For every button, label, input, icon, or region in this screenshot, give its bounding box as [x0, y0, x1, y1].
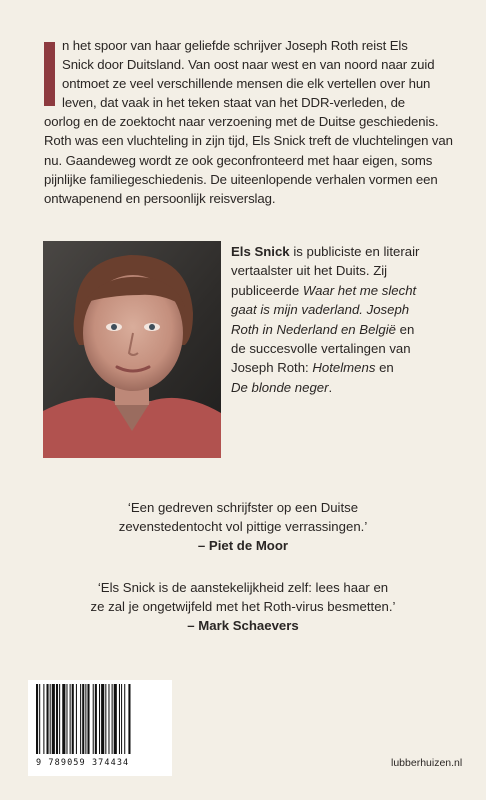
bio-text: .	[328, 379, 333, 395]
blurb-line: Snick door Duitsland. Van oost naar west en van noord naar zuid	[62, 57, 435, 73]
bio-line	[231, 358, 471, 377]
blurb-line: leven, dat vaak in het teken staat van het DDR-verleden, de	[62, 95, 406, 111]
quote-line: ‘Een gedreven schrijfster op een Duitse	[127, 500, 359, 515]
bio-line	[231, 320, 471, 339]
book-title: Roth in Nederland en België	[231, 321, 396, 337]
barcode-icon	[28, 680, 172, 760]
author-portrait-icon	[43, 241, 221, 458]
bio-text: en	[395, 321, 415, 337]
book-title: gaat is mijn vaderland. Joseph	[231, 302, 410, 318]
blurb-line: ontwapenend en persoonlijk reisverslag.	[44, 190, 276, 206]
book-title: De blonde neger	[231, 379, 329, 395]
drop-cap-bar	[44, 42, 55, 106]
publisher-url: lubberhuizen.nl	[391, 757, 463, 769]
bio-line: de succesvolle vertalingen van	[231, 341, 411, 357]
author-bio	[231, 242, 471, 397]
bio-text: is publiciste en literair	[289, 244, 420, 259]
quote-line: ‘Els Snick is de aanstekelijkheid zelf: lees haar en	[97, 580, 389, 595]
barcode	[28, 680, 172, 776]
blurb-line: pijnlijke familiegeschiedenis. De uiteenlopende verhalen vormen een	[44, 171, 438, 187]
blurb-text	[44, 36, 474, 208]
bio-text: en	[375, 360, 394, 376]
book-title: Hotelmens	[312, 360, 376, 376]
quote-line: zevenstedentocht vol pittige verrassingen.’	[118, 519, 368, 535]
bio-text: Joseph Roth:	[231, 360, 313, 376]
quote-line: ze zal je ongetwijfeld met het Roth-virus besmetten.’	[90, 599, 396, 615]
bio-line	[231, 242, 471, 261]
bio-text: publiceerde	[231, 282, 303, 298]
book-title: Waar het me slecht	[302, 282, 417, 298]
author-name: Els Snick	[231, 244, 290, 259]
review-quote	[0, 578, 486, 636]
blurb-line: oorlog en de zoektocht naar verzoening met de Duitse geschiedenis.	[44, 114, 439, 130]
isbn-number: 9 789059 374434	[36, 758, 130, 768]
bio-line	[231, 281, 471, 300]
blurb-line: Roth was een vluchteling in zijn tijd, Els Snick treft de vluchtelingen van	[44, 133, 453, 149]
blurb-line: ontmoet ze veel verschillende mensen die elk vertellen over hun	[62, 76, 431, 92]
bio-line	[231, 300, 471, 319]
blurb-line: n het spoor van haar geliefde schrijver Joseph Roth reist Els	[62, 38, 408, 53]
bio-line	[231, 378, 471, 397]
author-photo	[43, 241, 221, 458]
blurb-line: nu. Gaandeweg wordt ze ook geconfronteerd met haar eigen, soms	[44, 152, 433, 168]
quote-author: – Piet de Moor	[197, 538, 289, 554]
quote-author: – Mark Schaevers	[187, 618, 299, 634]
review-quote	[0, 498, 486, 556]
bio-line: vertaalster uit het Duits. Zij	[231, 263, 388, 279]
